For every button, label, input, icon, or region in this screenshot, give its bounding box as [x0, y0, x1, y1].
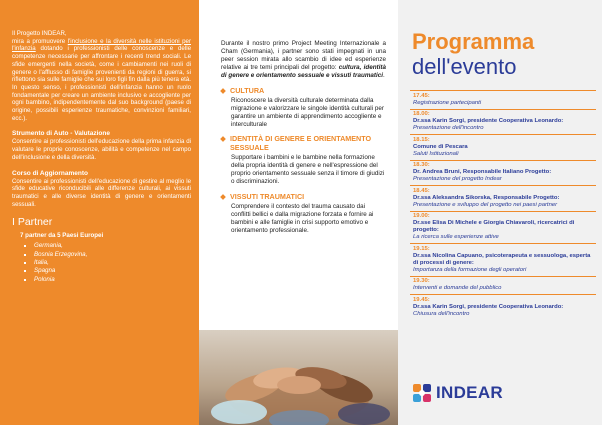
schedule-time: 18.15: [413, 136, 430, 143]
country-item: ▪ Italia, [34, 259, 191, 267]
theme-text: Comprendere il contesto del trauma causato dai conflitti bellici e dalla migrazione forzata e fornire ai bambini e alle famiglie in crisi supporto emotivo e orientamento professionale. [231, 202, 374, 234]
country-item: ▪ Bosnia Erzegovina, [34, 251, 191, 259]
hands-together-photo [199, 330, 398, 425]
schedule-item [410, 134, 596, 160]
meeting-intro [221, 40, 386, 80]
partner-subtitle: 7 partner da 5 Paesi Europei [20, 232, 104, 240]
meeting-intro-c: . [383, 71, 385, 79]
schedule-speaker: Dr.ssa Karin Sorgi, presidente Cooperativa Leonardo: [413, 303, 564, 310]
theme-culture [221, 87, 386, 129]
schedule-time: 18.45: [413, 187, 430, 194]
self-assessment-text: Consentire ai professionisti dell'educazione della prima infanzia di valutare le proprie conoscenze, abilità e competenze nel campo dell'inclusione e della diversità. [12, 138, 191, 161]
program-subtitle: dell'evento [412, 54, 517, 79]
schedule-time: 19.00: [413, 213, 430, 219]
hands-illustration [199, 330, 398, 425]
meeting-intro-themes: cultura, identità di genere e orientamento sessuale e vissuti traumatici [221, 63, 386, 79]
program-title: Programma [412, 29, 535, 54]
schedule-item [410, 243, 596, 276]
indear-logo [412, 383, 503, 403]
schedule-speaker: Dr.ssa Nicolina Capuano, psicoterapeuta e sessuologa, esperta di processi di genere: [413, 252, 591, 266]
schedule-speaker: Comune di Pescara [413, 143, 468, 150]
diamond-icon [220, 88, 226, 94]
schedule-speaker: Dr. Andrea Bruni, Responsabile Italiano Progetto: [413, 169, 552, 175]
schedule-item [410, 160, 596, 186]
diamond-icon [220, 137, 226, 143]
schedule-detail: La ricerca sulle esperienze attive [413, 234, 499, 240]
country-list [12, 242, 191, 283]
intro-line-2: mira a promuovere [12, 37, 68, 45]
diamond-icon [220, 194, 226, 200]
country-item: ▪ Germania, [34, 242, 191, 250]
schedule-item [410, 90, 596, 109]
schedule-detail: Registrazione partecipanti [413, 99, 482, 106]
left-panel [0, 0, 199, 425]
schedule-time: 19.30: [413, 278, 430, 284]
schedule-time: 17.45: [413, 92, 430, 99]
schedule-detail: Chiusura dell'incontro [413, 310, 470, 317]
schedule-item [410, 185, 596, 211]
schedule-list [410, 90, 596, 320]
theme-trauma [221, 193, 386, 235]
intro-text [12, 30, 191, 122]
middle-panel [199, 0, 398, 425]
schedule-detail: Interventi e domande del pubblico [413, 285, 502, 291]
intro-line-3: dotando i professionisti delle conoscenze e delle competenze necessarie per affrontare i recenti trend sociali. Le sfide emergenti nella società, come i cambiamenti nei ruoli di genere o l'afflusso di famiglie provenienti da regioni di guerra, si riflettono sia sulle famiglie che sui loro figli fin dalla più tenera età. In questo senso, i professionisti dell'infanzia hanno un ruolo fondamentale per creare un ambiente inclusivo e accogliente per ogni bambino, indipendentemente dal suo background (paese di origine, possibili esperienze traumatiche, convinzioni familiari, ecc.). [12, 45, 191, 122]
schedule-detail: Presentazione dell'incontro [413, 125, 484, 131]
schedule-detail: Presentazione del progetto Indear [413, 176, 502, 182]
schedule-speaker: Dr.ssa Karin Sorgi, presidente Cooperativa Leonardo: [413, 118, 564, 124]
indear-logo-mark-icon [412, 383, 432, 403]
schedule-speaker: Dr.sse Elisa Di Michele e Giorgia Chiavaroli, ricercatrici di progetto: [413, 220, 575, 233]
schedule-item [410, 211, 596, 244]
schedule-detail: Importanza della formazione degli operatori [413, 266, 527, 273]
country-item: ▪ Polonia [34, 276, 191, 284]
schedule-item [410, 294, 596, 320]
schedule-item [410, 109, 596, 135]
training-course-title: Corso di Aggiornamento [12, 169, 88, 177]
logo-text: INDEAR [436, 383, 503, 402]
self-assessment-title: Strumento di Auto - Valutazione [12, 130, 110, 138]
intro-highlight: l'inclusione e la diversità nelle istituzioni per l'infanzia [12, 37, 191, 53]
schedule-time: 19.15: [413, 245, 430, 252]
theme-text: Riconoscere la diversità culturale determinata dalla migrazione e valorizzare le singole identità culturali per garantire un ambiente di apprendimento accogliente e interculturale [231, 96, 384, 128]
theme-title: IDENTITÀ DI GENERE E ORIENTAMENTO SESSUALE [230, 134, 372, 152]
intro-line-1: Il Progetto INDEAR, [12, 30, 67, 37]
schedule-time: 18.30: [413, 162, 430, 168]
schedule-item [410, 276, 596, 295]
theme-title: CULTURA [230, 85, 265, 95]
theme-text: Supportare i bambini e le bambine nella formazione della propria identità di genere e nell'espressione del proprio orientamento sessuale senza il timore di giudizi o discriminazioni. [231, 154, 385, 185]
meeting-intro-a: Durante il nostro primo Project Meeting Internazionale a Cham (Germania), i partner sono stati impegnati in una peer session mirata allo scambio di idee ed esperienze relative ai tre temi principali del progetto: [221, 40, 386, 71]
training-course-text: Consentire ai professionisti dell'educazione di gestire al meglio le sfide educative riconducibili alle differenze culturali, ai vissuti traumatici e alle diverse identità di genere e orientamenti sessuali. [12, 177, 191, 208]
right-panel [398, 0, 602, 425]
schedule-speaker: Dr.ssa Aleksandra Sikorska, Responsabile Progetto: [413, 194, 560, 201]
partner-title: I Partner [12, 216, 53, 229]
schedule-time: 19.45: [413, 296, 430, 303]
schedule-time: 18.00: [413, 111, 430, 117]
theme-gender [221, 135, 386, 185]
schedule-detail: Presentazione e sviluppo del progetto nei paesi partner [413, 201, 558, 208]
theme-title: VISSUTI TRAUMATICI [230, 191, 305, 201]
schedule-detail: Saluti Istituzionali [413, 150, 459, 157]
country-item: ▪ Spagna [34, 267, 191, 275]
